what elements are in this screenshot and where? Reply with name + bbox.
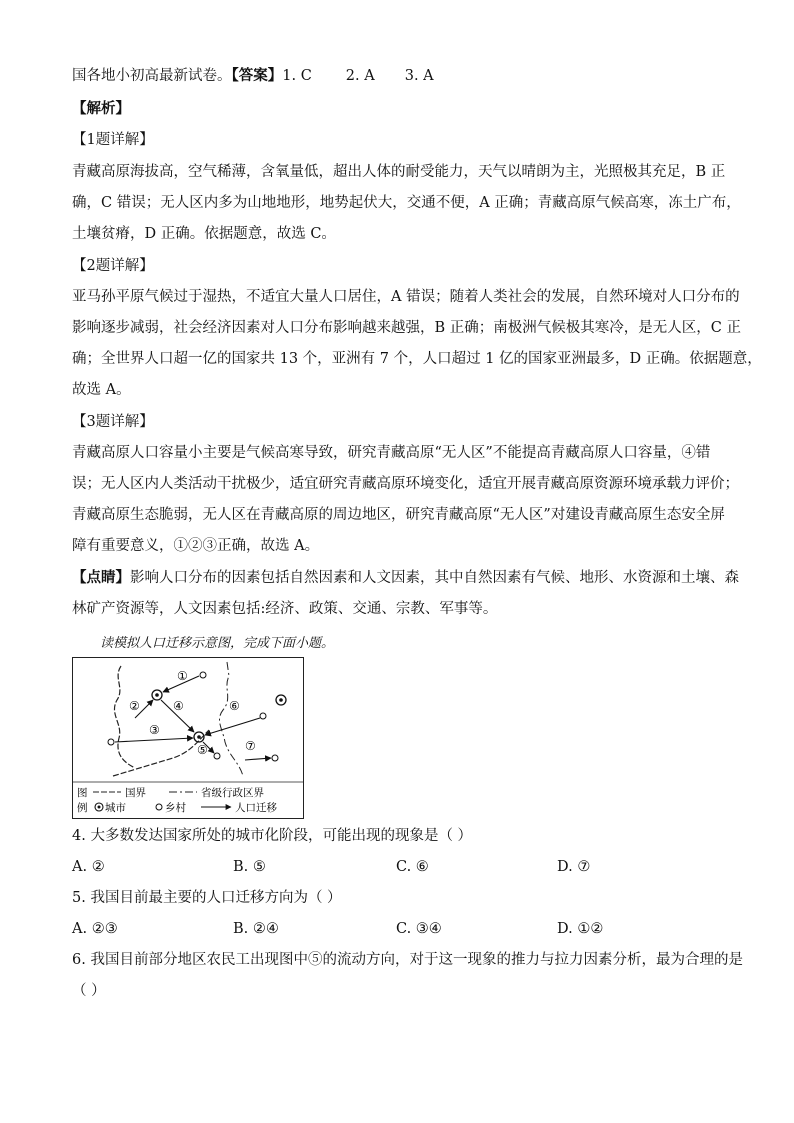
label-1: ① xyxy=(177,669,188,683)
q2-line-4: 故选 A。 xyxy=(72,382,131,398)
legend-migration-label: 人口迁移 xyxy=(235,802,277,814)
label-4: ④ xyxy=(173,699,184,713)
legend-village-label: 乡村 xyxy=(165,802,186,814)
q1-line-3: 土壤贫瘠，D 正确。依据题意，故选 C。 xyxy=(72,226,336,242)
q2-line-1: 亚马孙平原气候过于湿热，不适宜大量人口居住，A 错误；随着人类社会的发展，自然环境对人口分布的 xyxy=(72,289,740,305)
label-7: ⑦ xyxy=(245,739,256,753)
question-6-stem: 6. 我国目前部分地区农民工出现图中⑤的流动方向，对于这一现象的推力与拉力因素分析，最为合理的是 xyxy=(72,952,743,968)
question-5-option-b[interactable]: B. ②④ xyxy=(233,921,279,937)
tip-tag: 【点睛】 xyxy=(72,569,130,586)
village-2 xyxy=(108,739,114,745)
analysis-heading: 【解析】 xyxy=(72,100,130,117)
q1-line-2: 确，C 错误；无人区内多为山地地形，地势起伏大，交通不便，A 正确；青藏高原气候高寒，冻土广布， xyxy=(72,195,741,211)
question-4-option-b[interactable]: B. ⑤ xyxy=(233,859,266,875)
figure-caption: 读模拟人口迁移示意图，完成下面小题。 xyxy=(100,636,335,651)
migration-arrow-6 xyxy=(205,718,260,735)
migration-diagram-svg xyxy=(73,658,303,818)
legend-title-1: 图 xyxy=(77,787,88,799)
label-2: ② xyxy=(129,699,140,713)
q1-heading: 【1题详解】 xyxy=(72,132,154,148)
question-4-option-c[interactable]: C. ⑥ xyxy=(396,859,429,875)
question-4-stem: 4. 大多数发达国家所处的城市化阶段，可能出现的现象是（ ） xyxy=(72,828,473,844)
city-1 xyxy=(152,690,162,700)
tip-line-1 xyxy=(72,568,739,588)
tip-line-2: 林矿产资源等，人文因素包括:经济、政策、交通、宗教、军事等。 xyxy=(72,601,498,617)
q3-line-3: 青藏高原生态脆弱，无人区在青藏高原的周边地区，研究青藏高原“无人区”对建设青藏高原生态安全屏 xyxy=(72,507,725,523)
tip-text-1: 影响人口分布的因素包括自然因素和人文因素，其中自然因素有气候、地形、水资源和土壤、森 xyxy=(130,570,739,586)
q3-heading: 【3题详解】 xyxy=(72,414,154,430)
question-5-option-d[interactable]: D. ①② xyxy=(557,921,604,937)
question-5-option-a[interactable]: A. ②③ xyxy=(72,921,118,937)
question-4-option-a[interactable]: A. ② xyxy=(72,859,105,875)
q2-heading: 【2题详解】 xyxy=(72,258,154,274)
answer-prefix: 国各地小初高最新试卷。 xyxy=(72,68,232,84)
answer-3: 3. A xyxy=(404,68,434,84)
legend-title-2: 例 xyxy=(77,802,88,814)
legend-province-label: 省级行政区界 xyxy=(201,787,264,799)
migration-arrow-7 xyxy=(245,758,271,760)
q3-line-2: 误；无人区内人类活动干扰极少，适宜研究青藏高原环境变化，适宜开展青藏高原资源环境承载力评价； xyxy=(72,476,739,492)
migration-arrow-3 xyxy=(115,738,193,742)
label-5: ⑤ xyxy=(197,743,208,757)
city-3 xyxy=(276,695,286,705)
legend-city-label: 城市 xyxy=(105,802,126,814)
question-6-stem-cont: （ ） xyxy=(72,983,106,999)
question-4-option-d[interactable]: D. ⑦ xyxy=(557,859,591,875)
legend-border-label: 国界 xyxy=(125,787,146,799)
province-boundary xyxy=(220,662,243,776)
q2-line-3: 确；全世界人口超一亿的国家共 13 个，亚洲有 7 个，人口超过 1 亿的国家亚洲最多，D 正确。依据题意， xyxy=(72,351,762,367)
answer-tag: 【答案】 xyxy=(231,67,283,84)
village-5 xyxy=(272,755,278,761)
question-5-stem: 5. 我国目前最主要的人口迁移方向为（ ） xyxy=(72,890,342,906)
label-6: ⑥ xyxy=(229,699,240,713)
answer-line xyxy=(72,66,434,86)
village-1 xyxy=(200,672,206,678)
national-border xyxy=(114,666,135,768)
village-3 xyxy=(260,713,266,719)
answer-1: 1. C xyxy=(282,68,312,84)
migration-diagram xyxy=(72,657,304,819)
q3-line-4: 障有重要意义，①②③正确，故选 A。 xyxy=(72,538,320,554)
q3-line-1: 青藏高原人口容量小主要是气候高寒导致，研究青藏高原“无人区”不能提高青藏高原人口容量，④错 xyxy=(72,445,711,461)
q1-line-1: 青藏高原海拔高，空气稀薄，含氧量低，超出人体的耐受能力，天气以晴朗为主，光照极其充足，B 正 xyxy=(72,164,726,180)
answer-2: 2. A xyxy=(345,68,375,84)
q2-line-2: 影响逐步减弱，社会经济因素对人口分布影响越来越强，B 正确；南极洲气候极其寒冷，是无人区，C 正 xyxy=(72,320,741,336)
village-4 xyxy=(214,753,220,759)
question-5-option-c[interactable]: C. ③④ xyxy=(396,921,442,937)
label-3: ③ xyxy=(149,723,160,737)
